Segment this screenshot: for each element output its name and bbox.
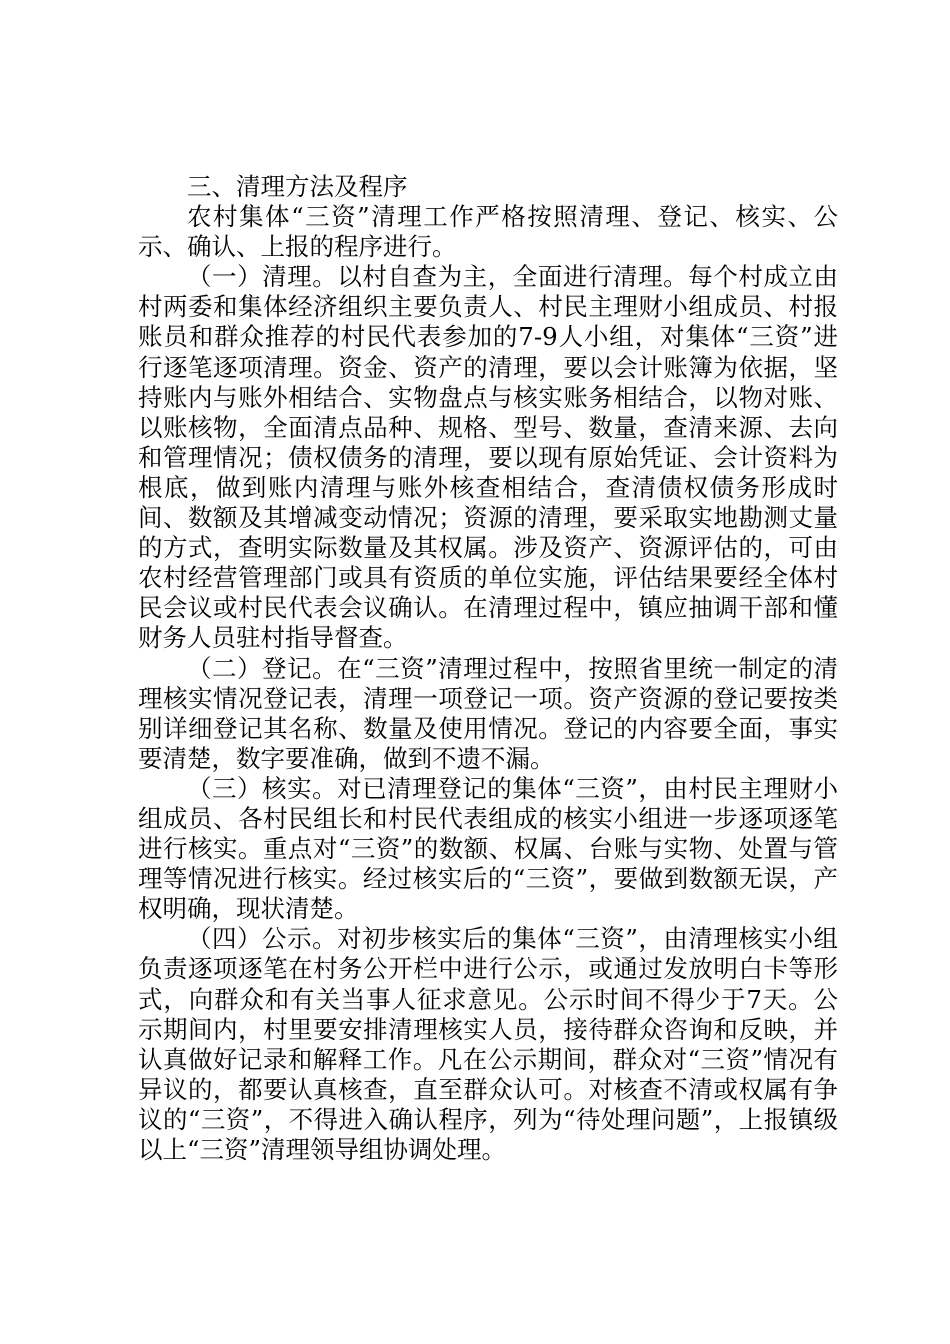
paragraph-registration: （二）登记。在“三资”清理过程中，按照省里统一制定的清理核实情况登记表，清理一项登记一项。资产资源的登记要按类别详细登记其名称、数量及使用情况。登记的内容要全面，事实要清楚，数字要准确，做到不遗不漏。 [138, 653, 838, 773]
section-heading: 三、清理方法及程序 [187, 172, 408, 201]
intro-paragraph: 农村集体“三资”清理工作严格按照清理、登记、核实、公示、确认、上报的程序进行。 [138, 202, 838, 262]
paragraph-verification: （三）核实。对已清理登记的集体“三资”，由村民主理财小组成员、各村民组长和村民代表组成的核实小组进一步逐项逐笔进行核实。重点对“三资”的数额、权属、台账与实物、处置与管理等情况进行核实。经过核实后的“三资”，要做到数额无误，产权明确，现状清楚。 [138, 773, 838, 924]
paragraph-cleanup: （一）清理。以村自查为主，全面进行清理。每个村成立由村两委和集体经济组织主要负责人、村民主理财小组成员、村报账员和群众推荐的村民代表参加的7-9人小组，对集体“三资”进行逐笔逐项清理。资金、资产的清理，要以会计账簿为依据，坚持账内与账外相结合、实物盘点与核实账务相结合，以物对账、以账核物，全面清点品种、规格、型号、数量，查清来源、去向和管理情况；债权债务的清理，要以现有原始凭证、会计资料为根底，做到账内清理与账外核查相结合，查清债权债务形成时间、数额及其增减变动情况；资源的清理，要采取实地勘测丈量的方式，查明实际数量及其权属。涉及资产、资源评估的，可由农村经营管理部门或具有资质的单位实施，评估结果要经全体村民会议或村民代表会议确认。在清理过程中，镇应抽调干部和懂财务人员驻村指导督查。 [138, 262, 838, 653]
paragraph-publicity: （四）公示。对初步核实后的集体“三资”，由清理核实小组负责逐项逐笔在村务公开栏中进行公示，或通过发放明白卡等形式，向群众和有关当事人征求意见。公示时间不得少于7天。公示期间内，村里要安排清理核实人员，接待群众咨询和反映，并认真做好记录和解释工作。凡在公示期间，群众对“三资”情况有异议的，都要认真核查，直至群众认可。对核查不清或权属有争议的“三资”，不得进入确认程序，列为“待处理问题”，上报镇级以上“三资”清理领导组协调处理。 [138, 924, 838, 1164]
document-page [138, 172, 838, 1165]
